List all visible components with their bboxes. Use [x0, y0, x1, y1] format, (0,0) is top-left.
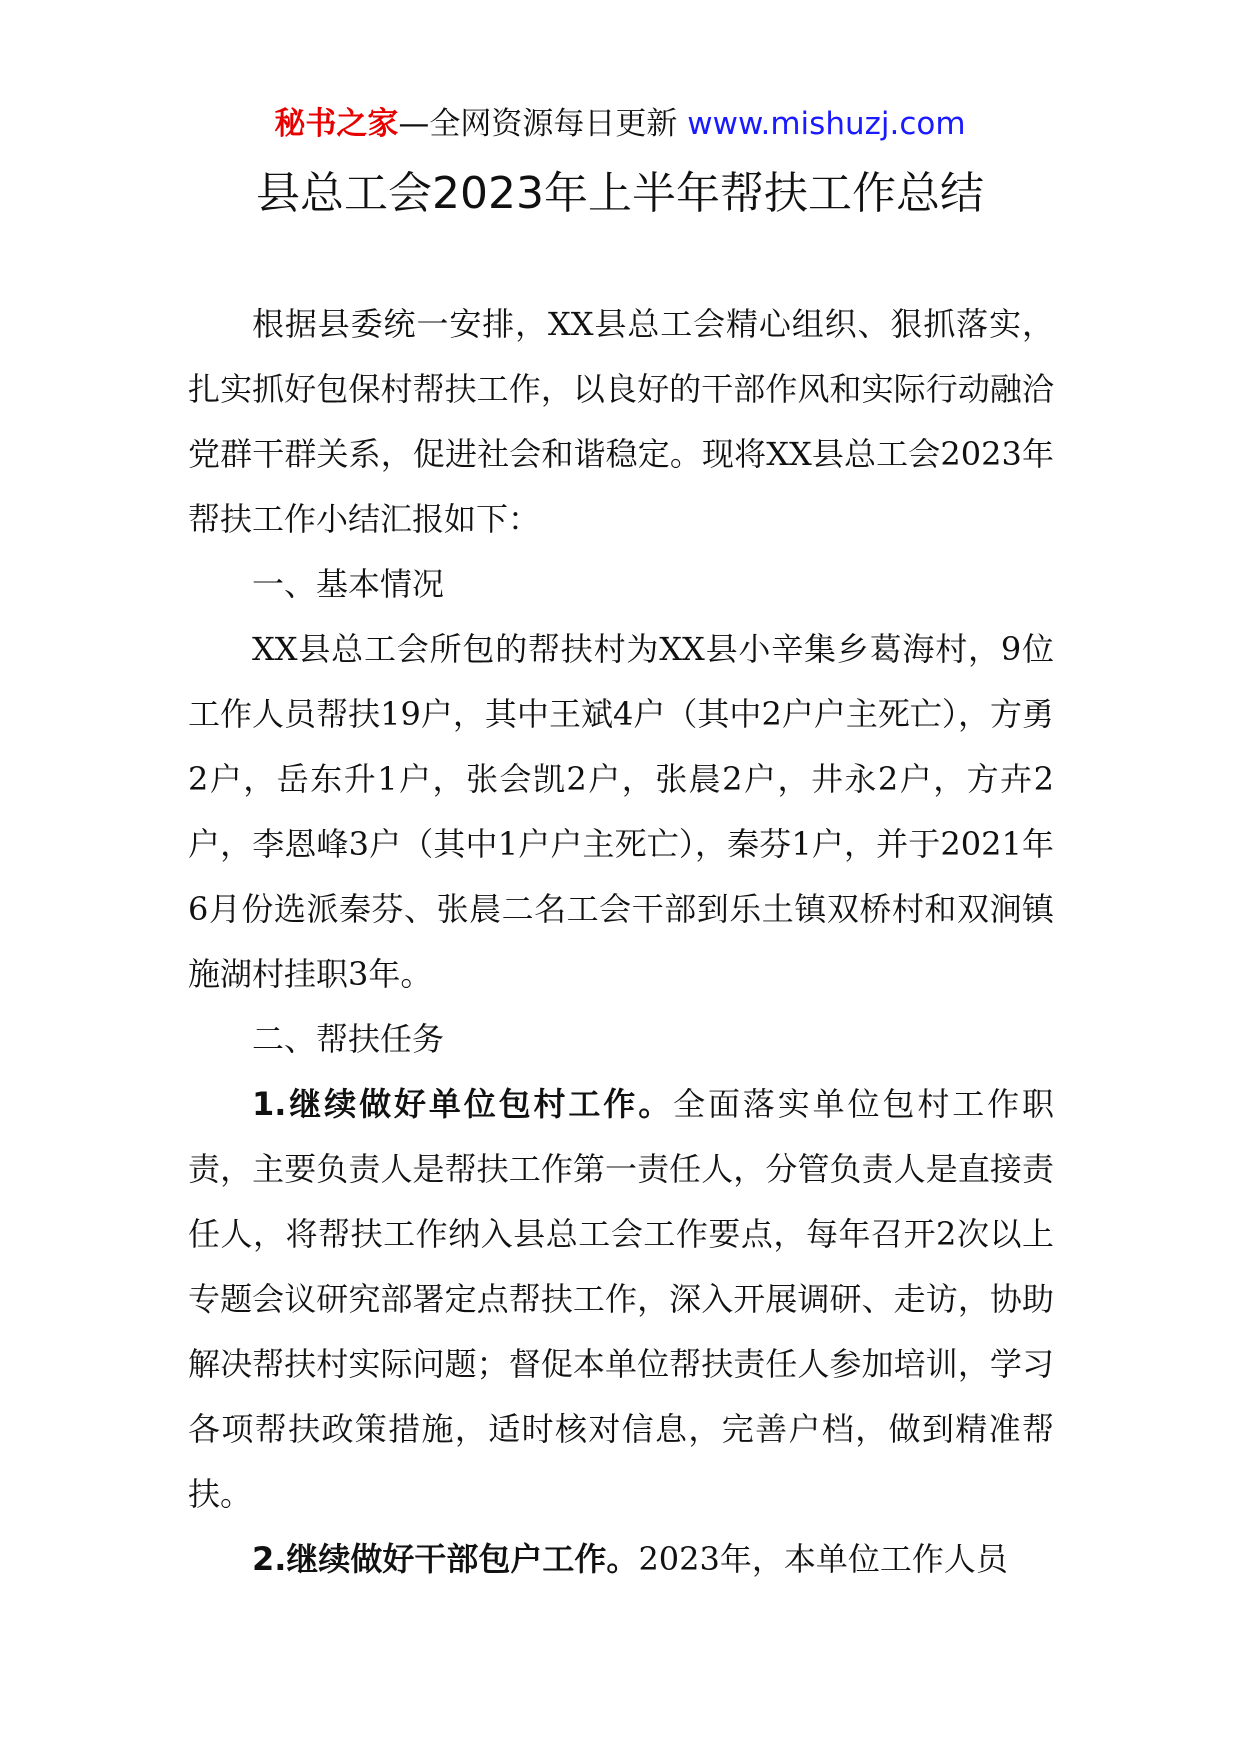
document-body [188, 292, 1054, 1592]
section-heading-basic [188, 552, 1054, 617]
site-header [0, 104, 1240, 144]
paragraph-basic-situation [188, 617, 1054, 1007]
paragraph-text: XX县总工会所包的帮扶村为XX县小辛集乡葛海村，9位工作人员帮扶19户，其中王斌4户（其中2户户主死亡），方勇2户，岳东升1户，张会凯2户，张晨2户，井永2户，方卉2户，李恩峰3户（其中1户户主死亡），秦芬1户，并于2021年6月份选派秦芬、张晨二名工会干部到乐土镇双桥村和双涧镇施湖村挂职3年。 [188, 630, 1054, 993]
paragraph-text: 根据县委统一安排，XX县总工会精心组织、狠抓落实，扎实抓好包保村帮扶工作，以良好的干部作风和实际行动融洽党群干群关系，促进社会和谐稳定。现将XX县总工会2023年帮扶工作小结汇报如下： [188, 305, 1054, 538]
paragraph-text: 全面落实单位包村工作职责，主要负责人是帮扶工作第一责任人，分管负责人是直接责任人，将帮扶工作纳入县总工会工作要点，每年召开2次以上专题会议研究部署定点帮扶工作，深入开展调研、走访，协助解决帮扶村实际问题；督促本单位帮扶责任人参加培训，学习各项帮扶政策措施，适时核对信息，完善户档，做到精准帮扶。 [188, 1085, 1054, 1513]
header-slogan: —全网资源每日更新 [398, 106, 678, 142]
paragraph-text: 一、基本情况 [252, 565, 445, 603]
paragraph-text: 2023年，本单位工作人员 [638, 1540, 1008, 1578]
paragraph-task-1 [188, 1072, 1054, 1527]
brand-name: 秘书之家 [274, 106, 399, 142]
paragraph-lead: 1.继续做好单位包村工作。 [252, 1085, 674, 1123]
paragraph-task-2 [188, 1527, 1054, 1592]
document-title: 县总工会2023年上半年帮扶工作总结 [256, 168, 984, 219]
section-heading-tasks [188, 1007, 1054, 1072]
paragraph-lead: 2.继续做好干部包户工作。 [252, 1540, 639, 1578]
paragraph-intro [188, 292, 1054, 552]
paragraph-text: 二、帮扶任务 [252, 1020, 445, 1058]
site-url-link[interactable]: www.mishuzj.com [687, 106, 966, 142]
